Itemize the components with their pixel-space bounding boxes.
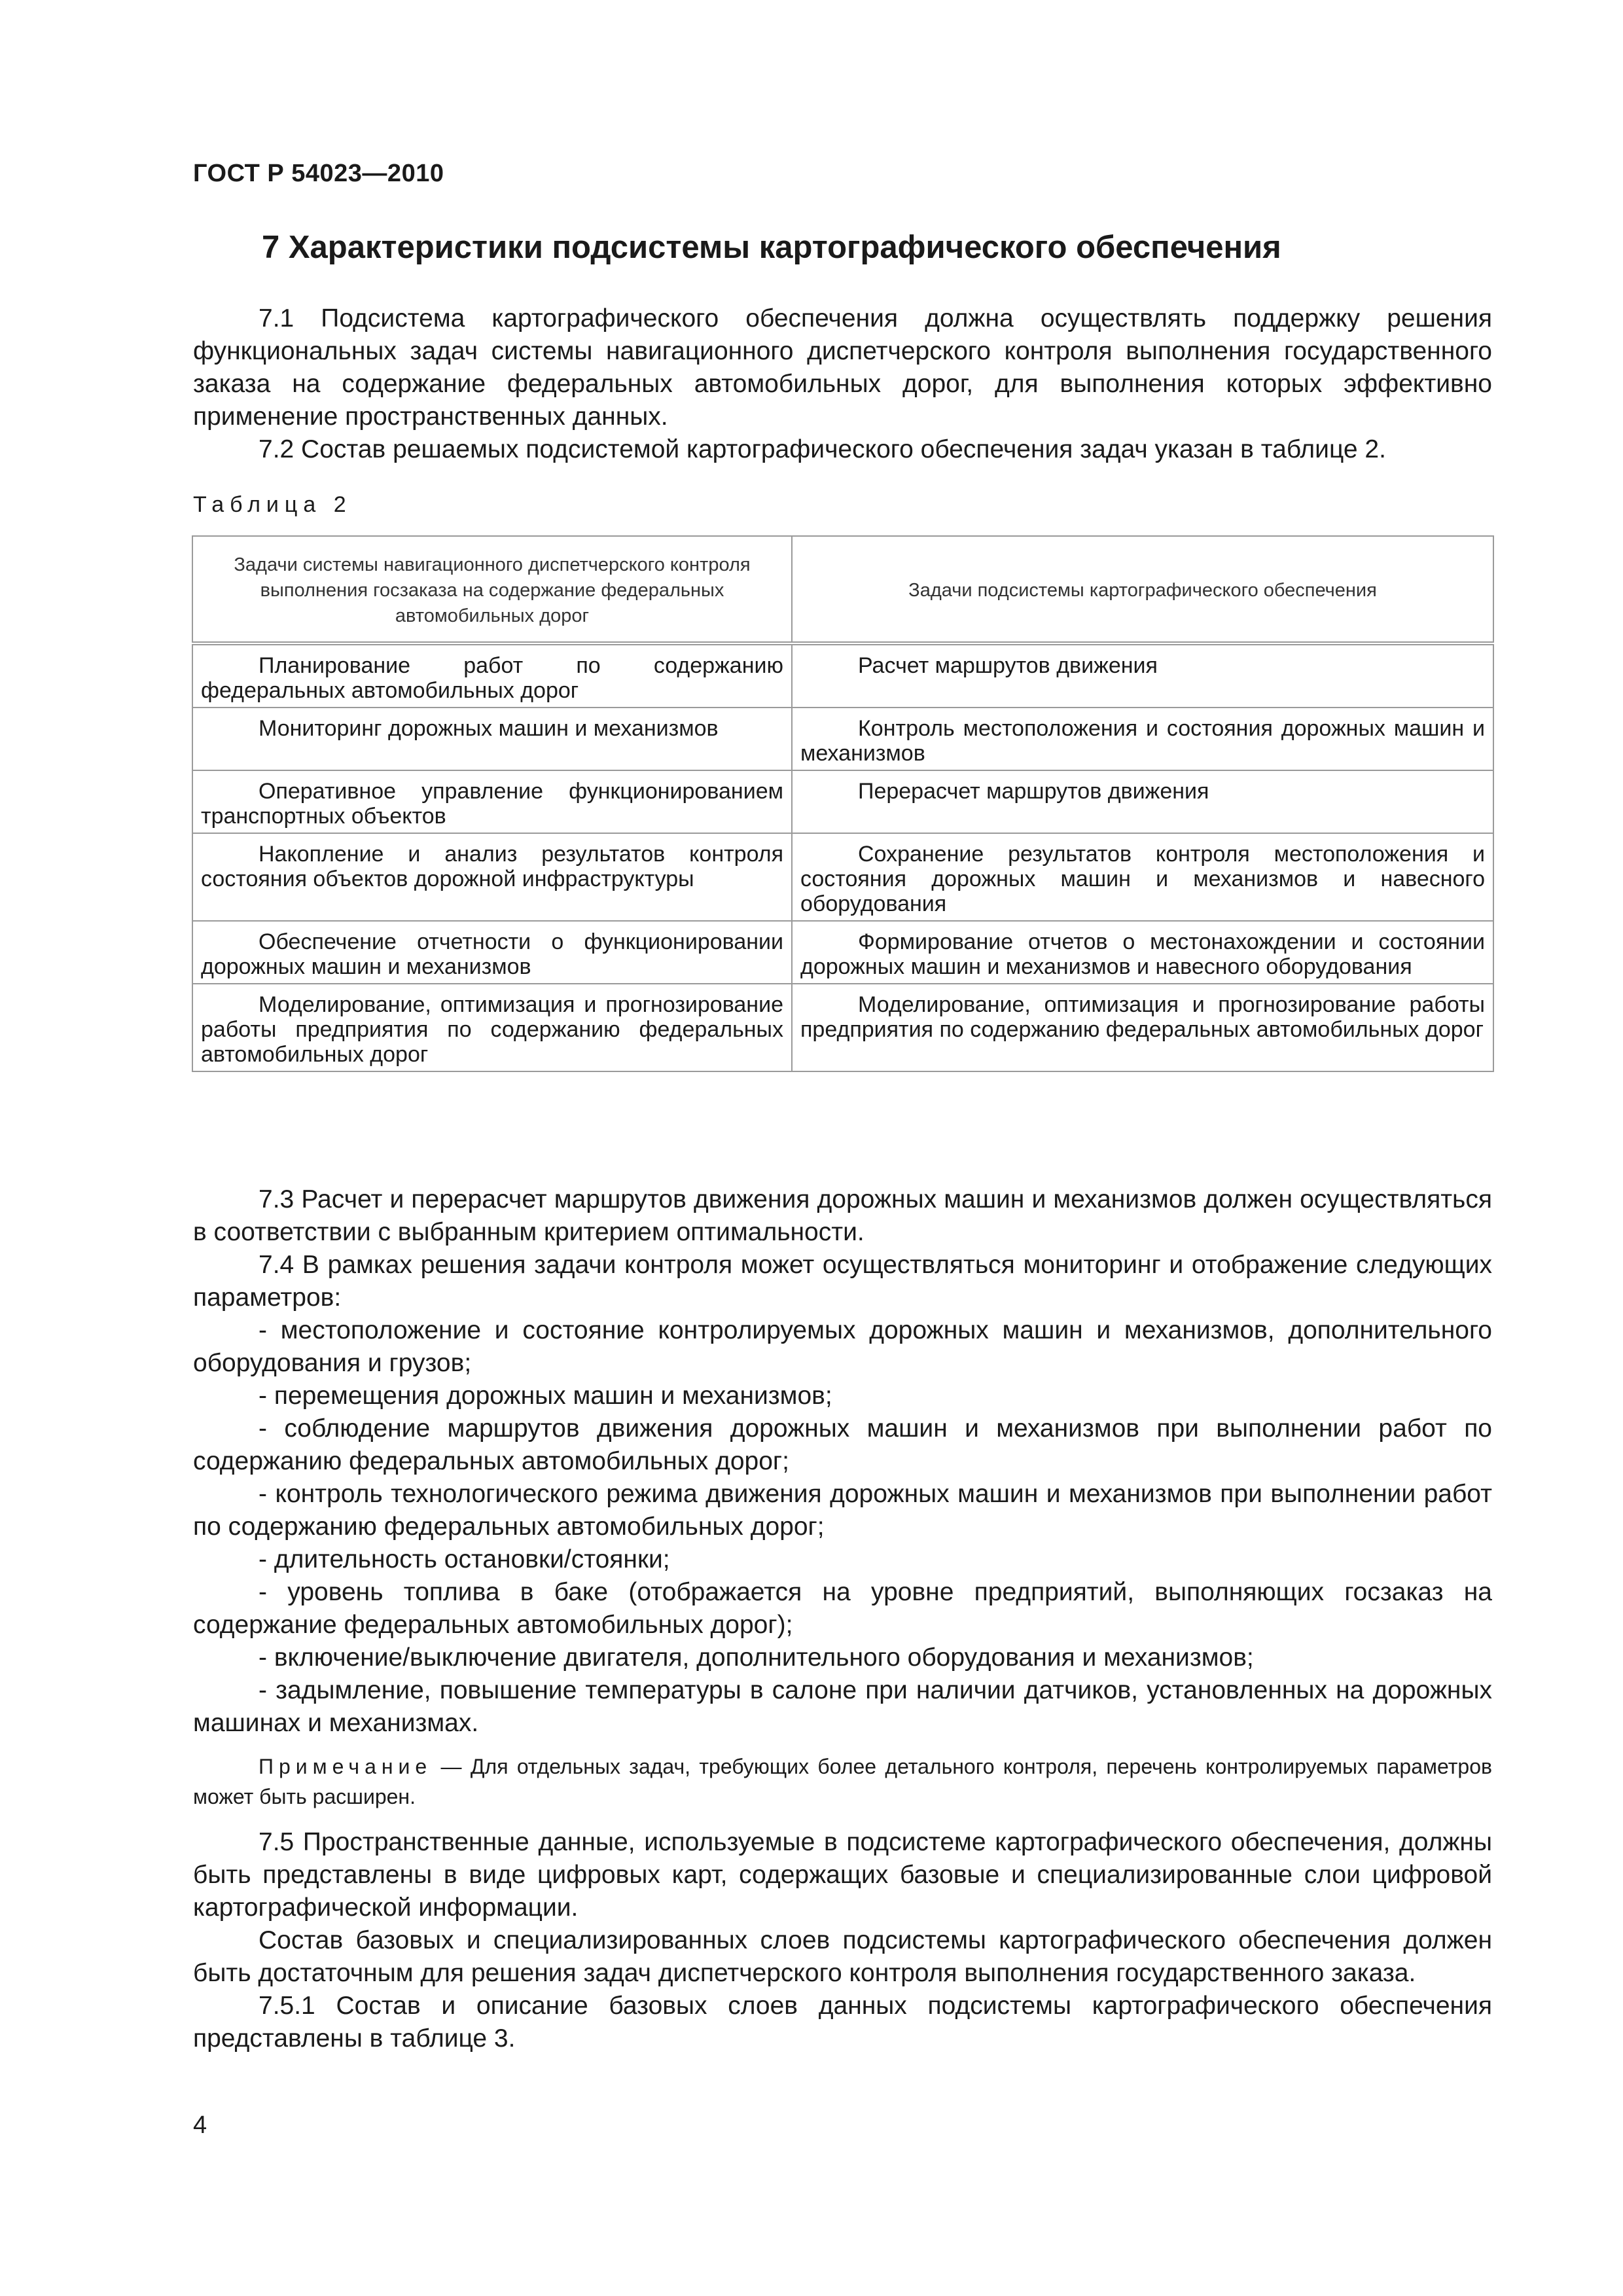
list-item: - местоположение и состояние контролируемых дорожных машин и механизмов, дополнительного оборудования и грузов;	[193, 1316, 1492, 1377]
list-item: - задымление, повышение температуры в салоне при наличии датчиков, установленных на дорожных машинах и механизмах.	[193, 1676, 1492, 1737]
table-row	[192, 984, 1493, 1071]
table-cell: Сохранение результатов контроля местоположения и состояния дорожных машин и механизмов и навесного оборудования	[792, 833, 1493, 921]
table-caption: Таблица 2	[193, 492, 352, 517]
table-cell: Накопление и анализ результатов контроля состояния объектов дорожной инфраструктуры	[192, 833, 792, 921]
list-item: - включение/выключение двигателя, дополнительного оборудования и механизмов;	[259, 1643, 1254, 1672]
table-cell: Моделирование, оптимизация и прогнозирование работы предприятия по содержанию федеральных автомобильных дорог	[792, 984, 1493, 1071]
paragraph-7-2: 7.2 Состав решаемых подсистемой картографического обеспечения задач указан в таблице 2.	[259, 435, 1386, 463]
list-item: - соблюдение маршрутов движения дорожных машин и механизмов при выполнении работ по содержанию федеральных автомобильных дорог;	[193, 1414, 1492, 1475]
table-row	[192, 833, 1493, 921]
table-header-row	[192, 536, 1493, 643]
section-title: 7 Характеристики подсистемы картографического обеспечения	[262, 230, 1281, 265]
table-cell: Перерасчет маршрутов движения	[792, 770, 1493, 833]
list-item: - уровень топлива в баке (отображается на уровне предприятий, выполняющих госзаказ на содержание федеральных автомобильных дорог);	[193, 1578, 1492, 1639]
list-item: - длительность остановки/стоянки;	[259, 1545, 670, 1573]
paragraph-7-1: 7.1 Подсистема картографического обеспечения должна осуществлять поддержку решения функциональных задач системы навигационного диспетчерского контроля выполнения государственного заказа на содержание федеральных автомобильных дорог, для выполнения которых эффективно применение пространственных данных.	[193, 304, 1492, 431]
paragraph-7-5-1: 7.5.1 Состав и описание базовых слоев данных подсистемы картографического обеспечения представлены в таблице 3.	[193, 1992, 1492, 2053]
note-label: Примечание	[259, 1755, 433, 1778]
table-cell: Контроль местоположения и состояния дорожных машин и механизмов	[792, 708, 1493, 770]
table-cell: Планирование работ по содержанию федеральных автомобильных дорог	[192, 643, 792, 708]
body-block	[193, 1183, 1492, 2055]
note	[193, 1751, 1492, 1812]
list-item: - контроль технологического режима движения дорожных машин и механизмов при выполнении работ по содержанию федеральных автомобильных дорог;	[193, 1480, 1492, 1541]
table-row	[192, 708, 1493, 770]
note-text: — Для отдельных задач, требующих более детального контроля, перечень контролируемых параметров может быть расширен.	[193, 1755, 1492, 1808]
paragraph-7-5-b: Состав базовых и специализированных слоев подсистемы картографического обеспечения должен быть достаточным для решения задач диспетчерского контроля выполнения государственного заказа.	[193, 1926, 1492, 1987]
table-cell: Мониторинг дорожных машин и механизмов	[192, 708, 792, 770]
table-header-cell: Задачи системы навигационного диспетчерского контроля выполнения госзаказа на содержание федеральных автомобильных дорог	[192, 536, 792, 643]
document-code: ГОСТ Р 54023—2010	[193, 160, 444, 187]
intro-block	[193, 302, 1492, 466]
table-header-cell: Задачи подсистемы картографического обеспечения	[792, 536, 1493, 643]
list-item: - перемещения дорожных машин и механизмов;	[259, 1382, 832, 1410]
table-cell: Обеспечение отчетности о функционировании дорожных машин и механизмов	[192, 921, 792, 984]
table-row	[192, 770, 1493, 833]
paragraph-7-4: 7.4 В рамках решения задачи контроля может осуществляться мониторинг и отображение следующих параметров:	[193, 1251, 1492, 1312]
table-row	[192, 643, 1493, 708]
page-number: 4	[193, 2111, 207, 2139]
table-cell: Моделирование, оптимизация и прогнозирование работы предприятия по содержанию федеральных автомобильных дорог	[192, 984, 792, 1071]
paragraph-7-3: 7.3 Расчет и перерасчет маршрутов движения дорожных машин и механизмов должен осуществляться в соответствии с выбранным критерием оптимальности.	[193, 1185, 1492, 1246]
table-row	[192, 921, 1493, 984]
table-2	[192, 535, 1494, 1072]
table-cell: Оперативное управление функционированием транспортных объектов	[192, 770, 792, 833]
table-cell: Формирование отчетов о местонахождении и состоянии дорожных машин и механизмов и навесного оборудования	[792, 921, 1493, 984]
table-cell: Расчет маршрутов движения	[792, 643, 1493, 708]
paragraph-7-5: 7.5 Пространственные данные, используемые в подсистеме картографического обеспечения, должны быть представлены в виде цифровых карт, содержащих базовые и специализированные слои цифровой картографической информации.	[193, 1828, 1492, 1922]
